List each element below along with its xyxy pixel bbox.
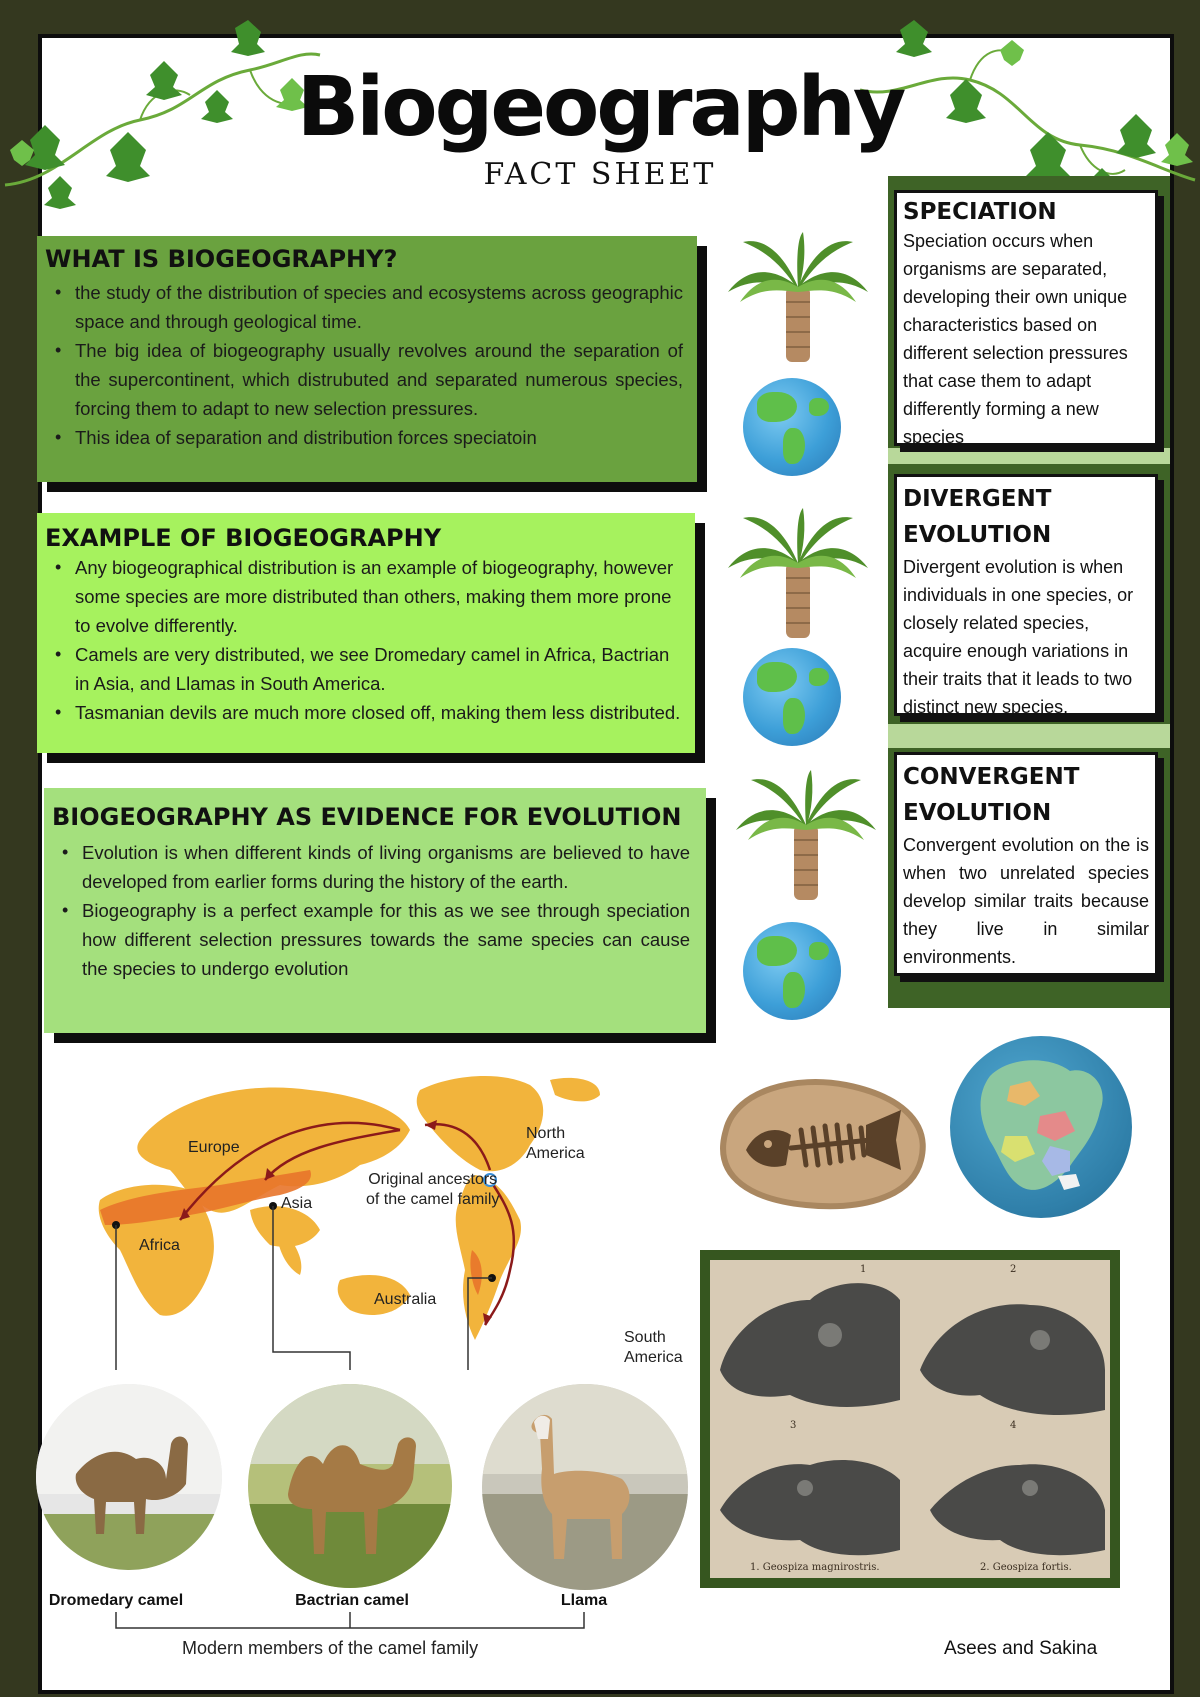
authors: Asees and Sakina: [944, 1638, 1098, 1659]
finch-illustration: [710, 1260, 1110, 1578]
map-label-europe: Europe: [188, 1139, 240, 1156]
example-of-biogeography-box: [37, 513, 695, 753]
finch-number: 1: [860, 1264, 867, 1275]
globe-icon: [743, 648, 841, 746]
finch-number: 4: [1010, 1420, 1017, 1431]
list-item: • Biogeography is a perfect example for this as we see through speciation how different selection pressures towards the same species can cause the species to undergo evolution: [52, 896, 690, 983]
map-label-asia: Asia: [281, 1195, 313, 1212]
card-heading: [903, 481, 1149, 553]
bactrian-camel-label: Bactrian camel: [295, 1592, 409, 1609]
palm-tree-icon: [728, 232, 868, 362]
page-title: Biogeography: [296, 60, 904, 155]
card-heading-line: CONVERGENT: [903, 764, 1080, 790]
map-label-line: America: [526, 1145, 585, 1162]
finch-number: 3: [790, 1420, 797, 1431]
list-item: • The big idea of biogeography usually revolves around the separation of the supercontinent, which distrubuted and separated numerous species, forcing them to adapt to new selection pressures.: [45, 336, 683, 423]
section-heading: EXAMPLE OF BIOGEOGRAPHY: [45, 524, 442, 552]
fish-fossil-icon: [706, 1070, 928, 1210]
bullet-list: [52, 838, 690, 983]
section-heading: BIOGEOGRAPHY AS EVIDENCE FOR EVOLUTION: [52, 803, 682, 831]
speciation-card: [894, 190, 1158, 446]
card-heading-line: EVOLUTION: [903, 522, 1052, 548]
evidence-for-evolution-box: [44, 788, 706, 1033]
globe-icon: [743, 922, 841, 1020]
what-is-biogeography-box: [37, 236, 697, 482]
map-label-ancestors: [366, 1170, 499, 1210]
card-heading: SPECIATION: [903, 199, 1057, 225]
card-body: Convergent evolution on the is when two unrelated species develop similar traits because they live in similar environments.: [903, 835, 1149, 967]
list-item: • Evolution is when different kinds of living organisms are believed to have developed from earlier forms during the history of the earth.: [52, 838, 690, 896]
finch-number: 2: [1010, 1264, 1017, 1275]
card-body: Speciation occurs when organisms are separated, developing their own unique characteristics based on different selection pressures that case them to adapt differently forming a new species: [903, 231, 1128, 447]
map-label-africa: Africa: [139, 1237, 180, 1254]
palm-tree-icon: [736, 770, 876, 900]
globe-icon: [743, 378, 841, 476]
map-label-line: Original ancestors: [368, 1171, 498, 1188]
map-label-line: of the camel family: [366, 1191, 500, 1208]
bullet-list: [45, 553, 683, 727]
list-item: • Tasmanian devils are much more closed off, making them less distributed.: [45, 698, 683, 727]
pangaea-globe-icon: [950, 1036, 1132, 1218]
finch-caption-left: 1. Geospiza magnirostris.: [750, 1562, 880, 1573]
card-heading-line: EVOLUTION: [903, 800, 1052, 826]
map-label-line: America: [624, 1349, 683, 1366]
camel-distribution-map: [80, 1070, 680, 1370]
list-item: • Camels are very distributed, we see Dromedary camel in Africa, Bactrian in Asia, and Llamas in South America.: [45, 640, 683, 698]
llama-label: Llama: [560, 1592, 608, 1609]
map-label-line: South: [624, 1329, 666, 1346]
list-item: • Any biogeographical distribution is an example of biogeography, however some species are more distributed than others, making them more prone to evolve differently.: [45, 553, 683, 640]
camel-family-caption: Modern members of the camel family: [182, 1638, 479, 1658]
card-heading-line: DIVERGENT: [903, 486, 1052, 512]
darwin-finches-plate: [700, 1250, 1120, 1588]
dromedary-camel-label: Dromedary camel: [48, 1592, 184, 1609]
card-body: Divergent evolution is when individuals in one species, or closely related species, acquire enough variations in their traits that it leads to two distinct new species.: [903, 557, 1134, 717]
palm-tree-icon: [728, 508, 868, 638]
convergent-evolution-card: [894, 752, 1158, 976]
bullet-list: [45, 278, 683, 452]
finch-caption-right: 2. Geospiza fortis.: [980, 1562, 1072, 1573]
card-heading: [903, 759, 1149, 831]
divergent-evolution-card: [894, 474, 1158, 716]
map-label-australia: Australia: [374, 1291, 437, 1308]
bactrian-camel-photo: [248, 1384, 452, 1588]
list-item: • This idea of separation and distribution forces speciatoin: [45, 423, 683, 452]
map-label-south-america: [624, 1328, 683, 1368]
section-heading: WHAT IS BIOGEOGRAPHY?: [45, 245, 398, 273]
caption-bracket: [110, 1612, 590, 1634]
list-item: • the study of the distribution of species and ecosystems across geographic space and through geological time.: [45, 278, 683, 336]
map-label-line: North: [526, 1125, 566, 1142]
dromedary-camel-photo: [36, 1384, 222, 1570]
llama-photo: [482, 1384, 688, 1590]
map-label-north-america: [526, 1124, 585, 1164]
page-subtitle: FACT SHEET: [483, 157, 717, 192]
